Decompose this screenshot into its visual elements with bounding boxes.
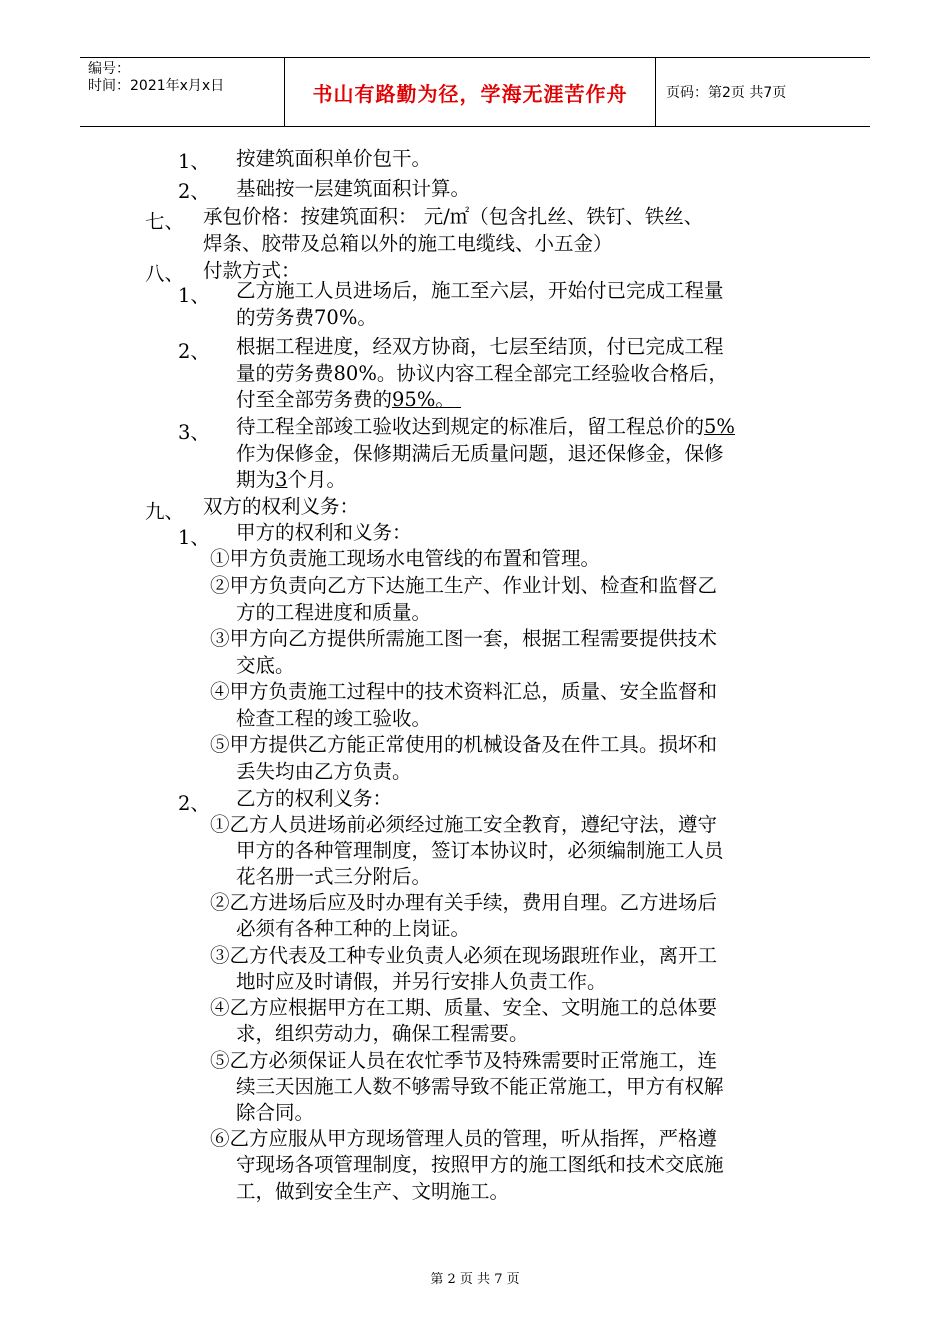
page-footer: 第 2 页 共 7 页 xyxy=(430,1272,520,1287)
text-run: 待工程全部竣工验收达到规定的标准后，留工程总价的 xyxy=(236,415,705,438)
list-item: ⑥乙方应服从甲方现场管理人员的管理，听从指挥，严格遵 xyxy=(210,1127,718,1150)
list-item-continued: 地时应及时请假，并另行安排人负责工作。 xyxy=(236,970,607,993)
paragraph-line: 乙方施工人员进场后，施工至六层，开始付已完成工程量 xyxy=(236,279,724,302)
item-number: 3、 xyxy=(178,421,210,444)
item-number: 1、 xyxy=(178,150,210,173)
section-number: 九、 xyxy=(145,500,185,523)
list-item-continued: 求，组织劳动力，确保工程需要。 xyxy=(236,1022,529,1045)
paragraph-line: 的劳务费70%。 xyxy=(236,306,377,329)
item-number: 2、 xyxy=(178,180,210,203)
underline-pad xyxy=(455,388,461,411)
list-item-continued: 必须有各种工种的上岗证。 xyxy=(236,917,471,940)
item-number: 1、 xyxy=(178,284,210,307)
paragraph-line: 基础按一层建筑面积计算。 xyxy=(236,177,471,200)
paragraph-line: 按建筑面积单价包干。 xyxy=(236,147,432,170)
underlined-value: 95%。 xyxy=(392,388,455,411)
list-item: ⑤乙方必须保证人员在农忙季节及特殊需要时正常施工，连 xyxy=(210,1049,718,1072)
header-meta xyxy=(80,58,284,126)
list-item: ④甲方负责施工过程中的技术资料汇总，质量、安全监督和 xyxy=(210,680,718,703)
paragraph-line: 根据工程进度，经双方协商，七层至结顶，付已完成工程 xyxy=(236,335,724,358)
list-item-continued: 除合同。 xyxy=(236,1101,315,1124)
header-motto: 书山有路勤为径，学海无涯苦作舟 xyxy=(284,58,656,126)
item-number: 1、 xyxy=(178,526,210,549)
list-item-continued: 检查工程的竣工验收。 xyxy=(236,707,432,730)
page-header xyxy=(80,57,870,127)
text-run: 个月。 xyxy=(287,468,346,491)
list-item: ⑤甲方提供乙方能正常使用的机械设备及在件工具。损坏和 xyxy=(210,733,718,756)
paragraph-line xyxy=(236,387,461,413)
underlined-value: 3 xyxy=(275,468,288,491)
section-title: 付款方式： xyxy=(203,259,301,282)
paragraph-line: 量的劳务费80%。协议内容工程全部完工经验收合格后， xyxy=(236,362,728,385)
underlined-value: 5% xyxy=(704,415,735,438)
list-item: ③乙方代表及工种专业负责人必须在现场跟班作业，离开工 xyxy=(210,944,718,967)
paragraph-line xyxy=(236,467,346,493)
section-title: 双方的权利义务： xyxy=(203,495,360,518)
list-item-continued: 甲方的各种管理制度，签订本协议时，必须编制施工人员 xyxy=(236,839,724,862)
section-number: 七、 xyxy=(145,210,185,233)
list-item: ④乙方应根据甲方在工期、质量、安全、文明施工的总体要 xyxy=(210,996,718,1019)
subsection-title: 乙方的权利义务： xyxy=(236,787,393,810)
item-number: 2、 xyxy=(178,792,210,815)
list-item-continued: 花名册一式三分附后。 xyxy=(236,865,432,888)
paragraph-line: 承包价格：按建筑面积： 元/㎡（包含扎丝、铁钉、铁丝、 xyxy=(203,205,704,228)
list-item: ③甲方向乙方提供所需施工图一套，根据工程需要提供技术 xyxy=(210,627,718,650)
list-item-continued: 丢失均由乙方负责。 xyxy=(236,760,412,783)
subsection-title: 甲方的权利和义务： xyxy=(236,521,412,544)
list-item-continued: 工，做到安全生产、文明施工。 xyxy=(236,1180,510,1203)
list-item: ②甲方负责向乙方下达施工生产、作业计划、检查和监督乙 xyxy=(210,574,718,597)
text-run: 期为 xyxy=(236,468,276,491)
doc-time-label: 时间：2021年x月x日 xyxy=(88,78,225,94)
list-item: ①甲方负责施工现场水电管线的布置和管理。 xyxy=(210,547,601,570)
paragraph-line xyxy=(236,414,735,440)
item-number: 2、 xyxy=(178,340,210,363)
paragraph-line: 焊条、胶带及总箱以外的施工电缆线、小五金） xyxy=(203,232,613,255)
list-item: ②乙方进场后应及时办理有关手续，费用自理。乙方进场后 xyxy=(210,891,718,914)
header-page-info: 页码：第2页 共7页 xyxy=(666,85,787,101)
list-item-continued: 交底。 xyxy=(236,654,295,677)
list-item: ①乙方人员进场前必须经过施工安全教育，遵纪守法，遵守 xyxy=(210,813,718,836)
text-run: 付至全部劳务费的 xyxy=(236,388,393,411)
doc-number-label: 编号： xyxy=(88,61,130,77)
section-number: 八、 xyxy=(145,262,185,285)
list-item-continued: 方的工程进度和质量。 xyxy=(236,601,432,624)
paragraph-line: 作为保修金，保修期满后无质量问题，退还保修金，保修 xyxy=(236,442,724,465)
list-item-continued: 守现场各项管理制度，按照甲方的施工图纸和技术交底施 xyxy=(236,1153,724,1176)
list-item-continued: 续三天因施工人数不够需导致不能正常施工，甲方有权解 xyxy=(236,1075,724,1098)
